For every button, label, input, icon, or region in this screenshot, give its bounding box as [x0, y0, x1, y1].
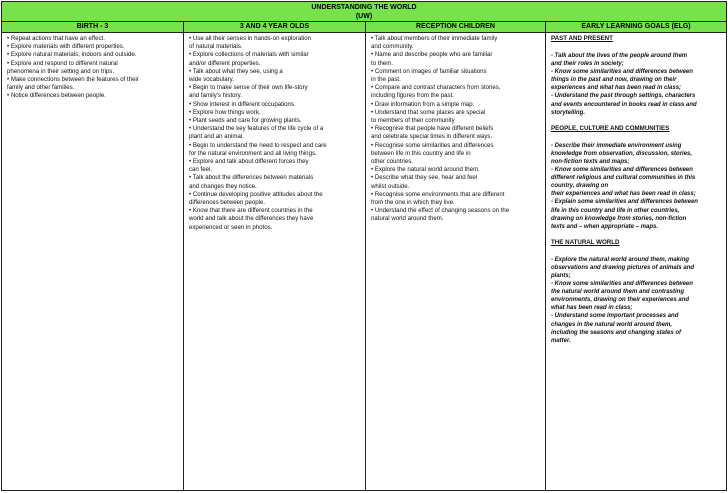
- elg-line: matter.: [551, 337, 571, 344]
- list-item: • Understand that some places are special: [371, 108, 486, 116]
- birth-3-list: [7, 35, 180, 101]
- list-item: experienced or seen in photos.: [189, 223, 273, 231]
- list-item: • Explore and talk about different forces they: [189, 158, 309, 166]
- column-3-4-year-olds: [184, 33, 366, 491]
- elg-line: environments, drawing on their experiences and: [551, 297, 690, 304]
- list-item: and community.: [371, 43, 414, 51]
- list-item: • Explore how things work.: [189, 108, 261, 116]
- elg-line: country, drawing on: [551, 183, 609, 190]
- elg-line: and their roles in society;: [551, 61, 624, 68]
- elg-people-culture-text: [551, 142, 720, 231]
- list-item: phenomena in their setting and on trips.: [7, 67, 115, 75]
- list-item: • Repeat actions that have an effect.: [7, 35, 105, 42]
- list-item: between life in this country and life in: [371, 149, 471, 157]
- elg-line: different religious and cultural communities in this: [551, 175, 696, 182]
- elg-heading-people-culture: PEOPLE, CULTURE AND COMMUNITIES: [551, 124, 670, 132]
- list-item: • Explore collections of materials with similar: [189, 51, 309, 59]
- list-item: • Talk about the differences between materials: [189, 174, 314, 182]
- header-birth-3: BIRTH - 3: [2, 22, 184, 32]
- list-item: • Comment on images of familiar situations: [371, 67, 487, 75]
- list-item: • Talk about what they see, using a: [189, 67, 283, 75]
- list-item: • Recognise some environments that are different: [371, 190, 505, 198]
- list-item: • Compare and contrast characters from stories,: [371, 84, 501, 92]
- list-item: and family's history.: [189, 92, 242, 100]
- list-item: can feel.: [189, 166, 213, 174]
- list-item: world and talk about the differences they have: [189, 215, 314, 223]
- elg-line: storytelling.: [551, 109, 586, 116]
- elg-line: what has been read in class;: [551, 305, 633, 312]
- list-item: and celebrate special times in different ways.: [371, 133, 493, 141]
- list-item: other countries.: [371, 158, 414, 166]
- list-item: whilst outside.: [371, 182, 410, 190]
- list-item: in the past.: [371, 76, 401, 84]
- list-item: • Begin to understand the need to respect and care: [189, 141, 327, 149]
- elg-line: - Know some similarities and differences between: [551, 69, 693, 76]
- elg-line: - Describe their immediate environment using: [551, 142, 682, 149]
- list-item: • Show interest in different occupations.: [189, 100, 296, 108]
- header-elg: EARLY LEARNING GOALS (ELG): [581, 23, 691, 30]
- elg-line: - Explore the natural world around them, making: [551, 256, 690, 263]
- reception-list: [371, 35, 542, 224]
- list-item: family and other families.: [7, 84, 75, 92]
- list-item: • Explore the natural world around them.: [371, 166, 480, 174]
- list-item: • Know that there are different countries in the: [189, 207, 313, 215]
- elg-line: plants;: [551, 272, 571, 279]
- list-item: • Notice differences between people.: [7, 92, 106, 100]
- list-item: • Draw information from a simple map.: [371, 100, 475, 108]
- elg-line: - Understand the past through settings, characters: [551, 93, 696, 100]
- elg-natural-world-text: [551, 256, 720, 345]
- elg-line: - Explain some similarities and differences between: [551, 199, 698, 206]
- elg-line: non-fiction texts and maps;: [551, 158, 630, 165]
- elg-line: - Know some similarities and differences between: [551, 281, 693, 288]
- elg-line: things in the past and now, drawing on their: [551, 77, 677, 84]
- list-item: • Understand the key features of the life cycle of a: [189, 125, 324, 133]
- list-item: • Recognise that people have different beliefs: [371, 125, 494, 133]
- elg-line: their experiences and what has been read in class;: [551, 191, 696, 198]
- list-item: • Use all their senses in hands-on exploration: [189, 35, 312, 42]
- list-item: including figures from the past.: [371, 92, 454, 100]
- elg-line: changes in the natural world around them,: [551, 321, 673, 328]
- list-item: from the one in which they live.: [371, 199, 455, 207]
- header-3-4-year-olds: 3 AND 4 YEAR OLDS: [184, 22, 366, 32]
- list-item: to members of their community: [371, 117, 455, 125]
- age-3-4-list: [189, 35, 362, 232]
- list-item: • Recognise some similarities and differences: [371, 141, 494, 149]
- column-headers: [2, 22, 726, 33]
- elg-line: - Talk about the lives of the people around them: [551, 53, 688, 59]
- column-elg: [546, 33, 726, 491]
- elg-heading-past-present: PAST AND PRESENT: [551, 35, 613, 42]
- elg-line: drawing on knowledge from stories, non-fiction: [551, 215, 687, 222]
- list-item: • Plant seeds and care for growing plants.: [189, 117, 302, 125]
- list-item: • Explore natural materials, indoors and outside.: [7, 51, 137, 59]
- list-item: differences between people.: [189, 199, 266, 207]
- elg-line: observations and drawing pictures of animals and: [551, 264, 695, 271]
- column-reception: [366, 33, 546, 491]
- elg-line: life in this country and life in other countries,: [551, 207, 680, 214]
- list-item: • Explore materials with different properties.: [7, 43, 125, 51]
- list-item: and changes they notice.: [189, 182, 257, 190]
- table-title: [2, 2, 726, 22]
- elg-line: texts and – when appropriate – maps.: [551, 223, 659, 230]
- elg-line: knowledge from observation, discussion, stories,: [551, 150, 693, 157]
- title-line-2: (UW): [355, 13, 373, 20]
- header-reception: RECEPTION CHILDREN: [366, 22, 546, 32]
- list-item: natural world around them.: [371, 215, 444, 223]
- elg-line: - Know some similarities and differences between: [551, 167, 693, 174]
- list-item: for the natural environment and all living things.: [189, 149, 317, 157]
- elg-line: including the seasons and changing states of: [551, 329, 682, 336]
- elg-line: the natural world around them and contrasting: [551, 289, 685, 296]
- elg-past-present-text: [551, 52, 720, 117]
- list-item: • Make connections between the features of their: [7, 76, 139, 84]
- list-item: • Talk about members of their immediate family: [371, 35, 498, 42]
- list-item: of natural materials.: [189, 43, 243, 51]
- elg-heading-natural-world: THE NATURAL WORLD: [551, 238, 620, 246]
- elg-line: and events encountered in books read in class and: [551, 101, 697, 108]
- column-birth-3: [2, 33, 184, 491]
- list-item: • Describe what they see, hear and feel: [371, 174, 478, 182]
- elg-line: experiences and what has been read in class;: [551, 85, 682, 92]
- list-item: • Name and describe people who are familiar: [371, 51, 493, 59]
- list-item: and/or different properties.: [189, 59, 261, 67]
- list-item: • Explore and respond to different natural: [7, 59, 118, 67]
- list-item: to them.: [371, 59, 394, 67]
- list-item: wide vocabulary.: [189, 76, 234, 84]
- list-item: • Understand the effect of changing seasons on the: [371, 207, 510, 215]
- list-item: plant and an animal.: [189, 133, 244, 141]
- elg-line: - Understand some important processes and: [551, 313, 679, 320]
- title-line-1: UNDERSTANDING THE WORLD: [311, 4, 417, 11]
- uw-framework-table: [1, 1, 727, 491]
- list-item: • Begin to make sense of their own life-story: [189, 84, 308, 92]
- list-item: • Continue developing positive attitudes about the: [189, 190, 323, 198]
